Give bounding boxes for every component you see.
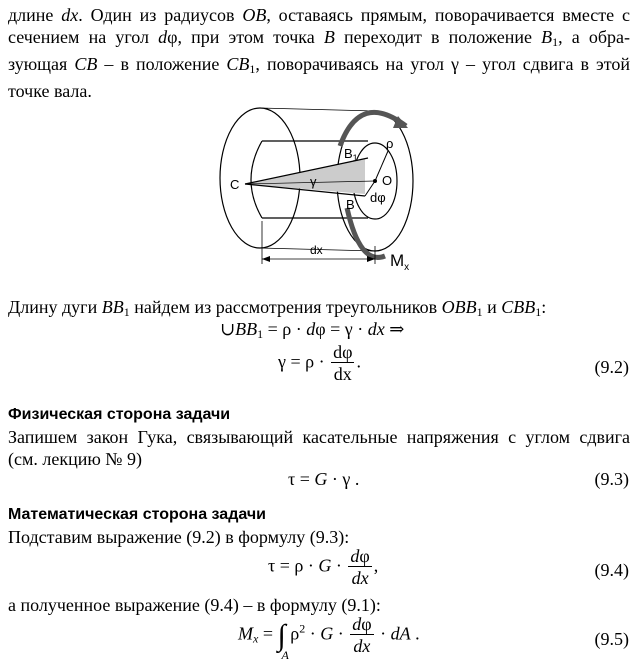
eq94-fraction	[348, 546, 371, 589]
phys-line-1: Запишем закон Гука, связывающий касательные напряжения с углом сдвига	[8, 427, 630, 447]
phys-paragraph	[8, 426, 630, 470]
label-C: C	[230, 177, 240, 192]
equation-9-2	[278, 342, 361, 385]
intro-line-4: точке вала.	[8, 81, 92, 101]
label-dphi: dφ	[370, 190, 386, 205]
phys-line-2: (см. лекцию № 9)	[8, 449, 142, 469]
eq92-fraction	[331, 342, 354, 385]
math-line-1	[8, 526, 630, 548]
label-gamma: γ	[310, 174, 317, 189]
intro-line-1: длине dx. Один из радиусов OB, оставаясь прямым, поворачивается вместе с	[8, 5, 630, 25]
phys-header: Физическая сторона задачи	[8, 406, 231, 423]
eq92-den: dx	[333, 364, 352, 384]
math-line-2-text: а полученное выражение (9.4) – в формулу (9.1):	[8, 595, 381, 615]
eq95-den: dx	[353, 636, 371, 656]
label-B: B	[346, 197, 355, 212]
equation-9-3: τ = G · γ .	[288, 469, 360, 489]
integral-lower: A	[281, 647, 289, 662]
shaft-torsion-figure	[210, 96, 430, 276]
label-Mx: $M_x$	[390, 251, 410, 273]
label-rho: ρ	[386, 136, 394, 151]
math-header: Математическая сторона задачи	[8, 506, 266, 523]
label-dx: dx	[310, 243, 323, 257]
equation-arc: $\cup BB_1 = \rho \cdot d\varphi = \gamma$ · dx ⇒	[220, 319, 405, 341]
intro-paragraph	[8, 4, 630, 102]
eq92-tail: .	[356, 351, 361, 372]
equation-9-4: τ = ρ · G · $\frac{d\varphi}{dx}$ ,	[268, 546, 379, 588]
eq92-num: dφ	[333, 342, 353, 362]
intro-line-3: зующая CB – в положение $CB_1$, поворачиваясь на угол γ – угол сдвига в этой	[8, 54, 631, 76]
math-line-1-text: Подставим выражение (9.2) в формулу (9.3):	[8, 527, 350, 547]
math-line-2	[8, 594, 630, 616]
intro-line-2: сечением на угол dφ, при этом точка B переходит в положение $B_1$, а обра-	[8, 27, 630, 49]
eq92-number: (9.2)	[594, 357, 629, 377]
eq94-den: dx	[351, 568, 369, 588]
integral-sign: ∫ A	[277, 618, 289, 662]
label-O: O	[382, 173, 393, 188]
eq95-fraction	[350, 614, 373, 657]
label-B1: $B_1$	[344, 146, 358, 163]
arc-sentence: Длину дуги $BB_1$ найдем из рассмотрения треугольников $OBB_1$ и $CBB_1$:	[8, 297, 547, 319]
eq92-lhs: γ = ρ ·	[278, 351, 325, 372]
eq95-num: dφ	[352, 614, 372, 634]
eq94-tail: ,	[373, 555, 379, 576]
equation-9-5: $M_x$ = ∫ A $\rho^2 \cdot G$ · $\frac{d\varphi}{dx}$ · dA .	[238, 614, 420, 662]
eq94-num: dφ	[350, 546, 370, 566]
eq95-number: (9.5)	[594, 629, 629, 649]
eq94-number: (9.4)	[594, 560, 629, 580]
eq93-number: (9.3)	[594, 469, 629, 489]
